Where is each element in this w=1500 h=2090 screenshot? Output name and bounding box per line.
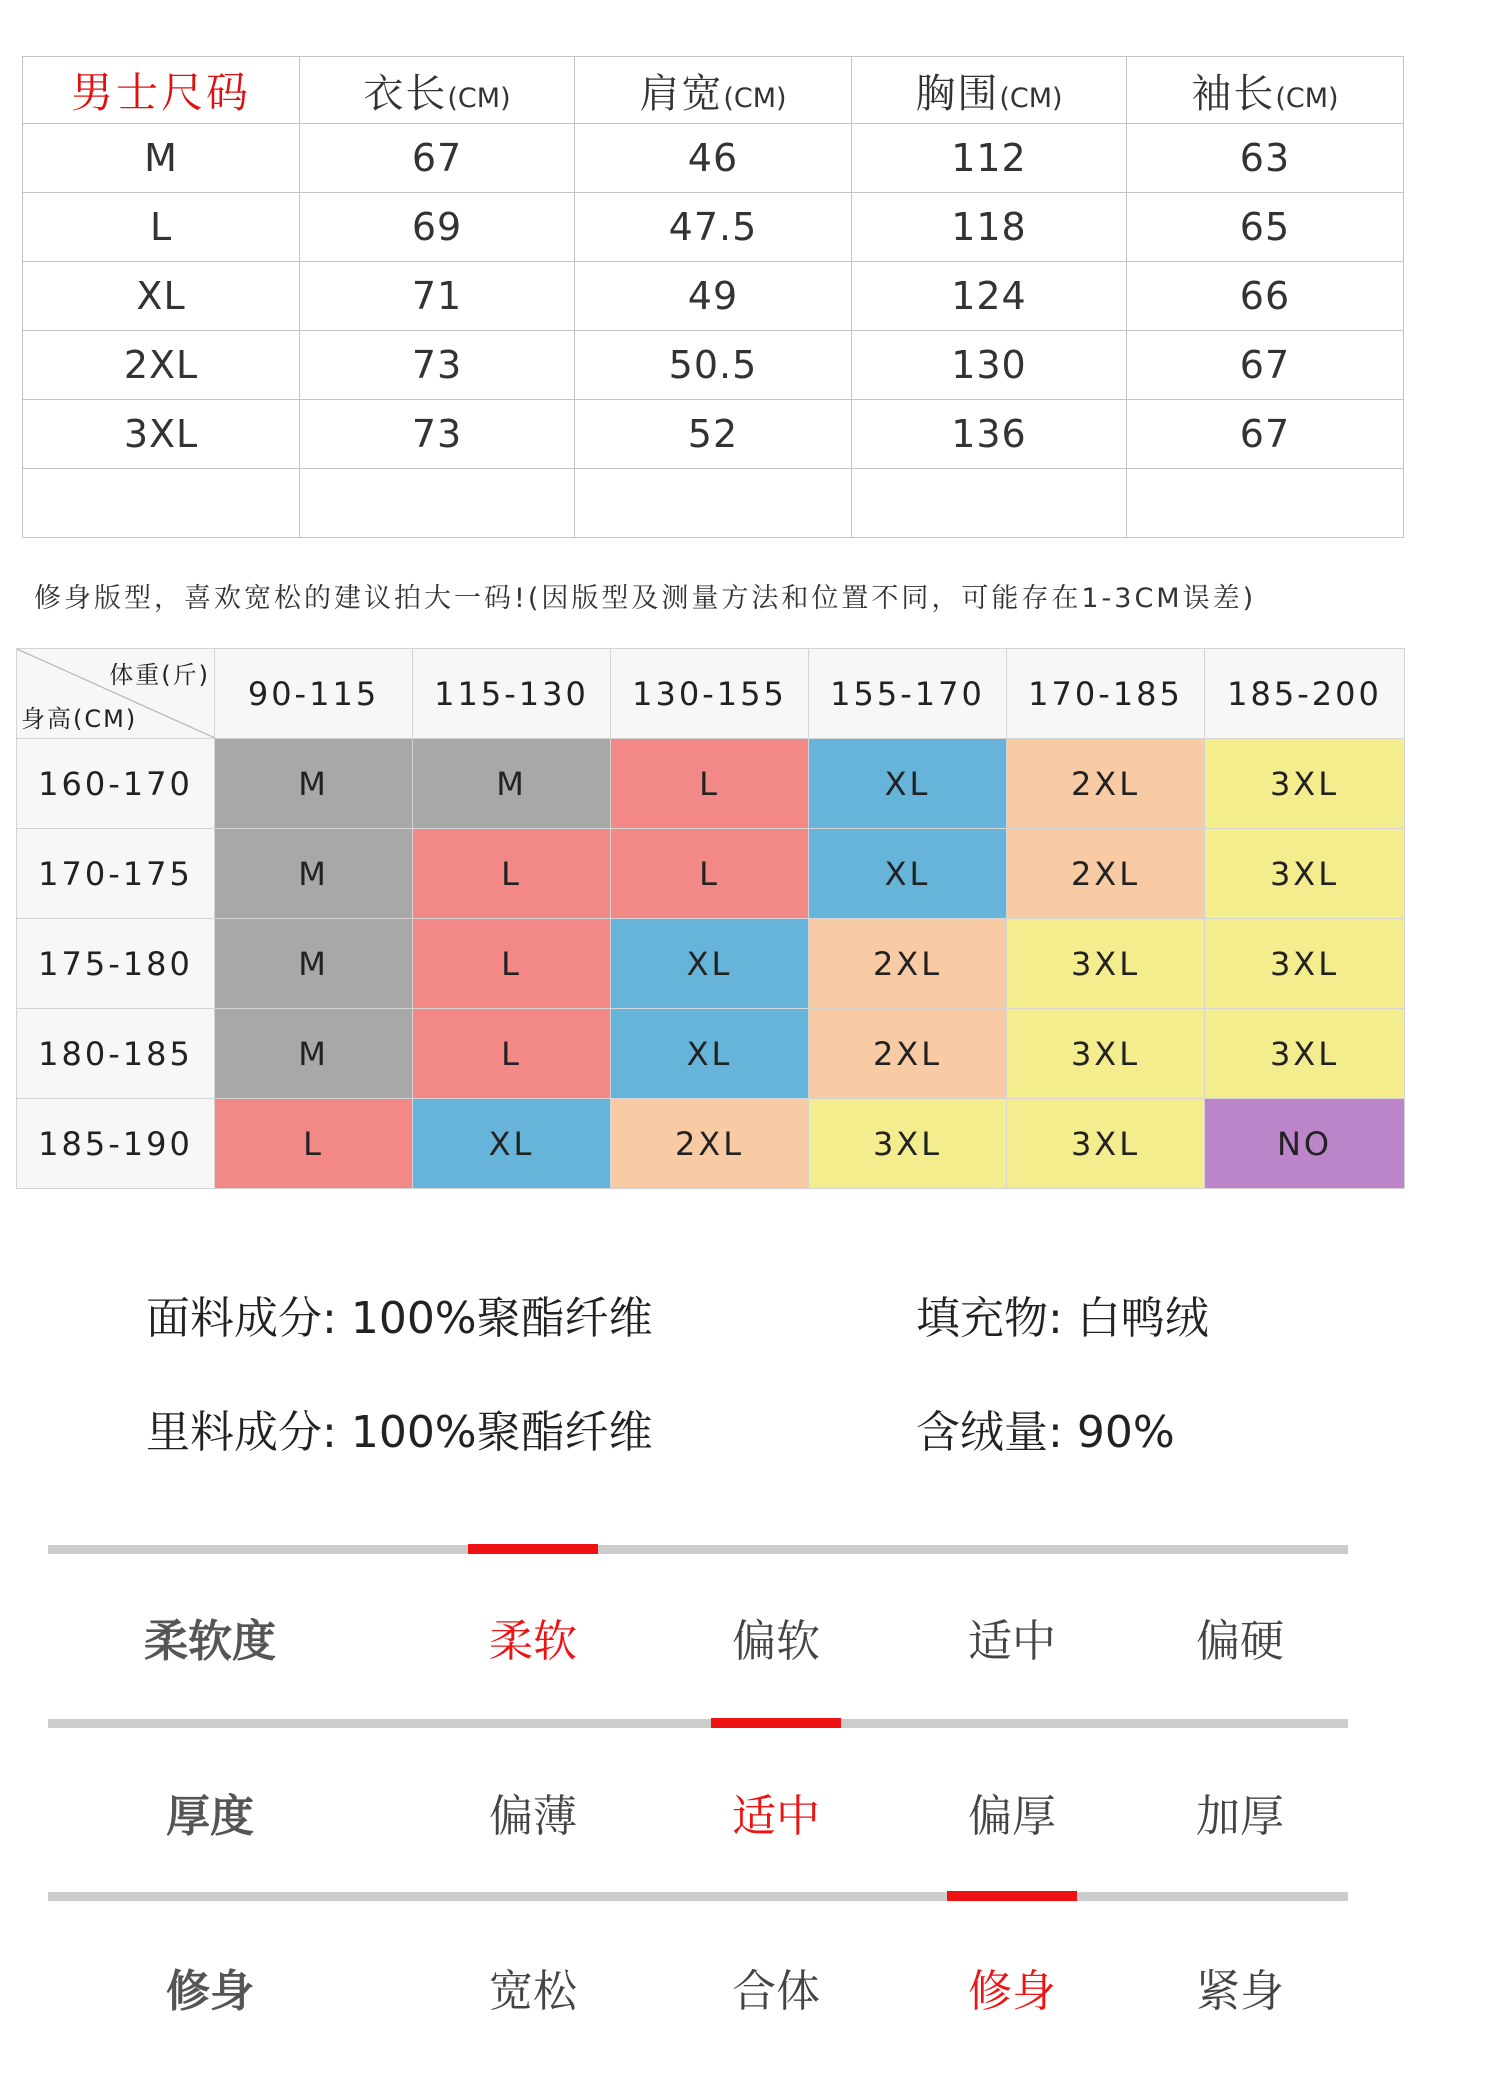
size-row [23,193,1404,262]
measurement-cell: 136 [852,400,1127,469]
column-header-shoulder [574,57,851,124]
attribute-option: 合体 [732,1966,820,2017]
measurement-cell: 49 [574,262,851,331]
empty-cell [23,469,300,538]
attribute-option: 偏软 [732,1616,820,1667]
weight-range-header: 170-185 [1007,649,1205,739]
height-range-header: 180-185 [17,1009,215,1099]
recommended-size-cell: 3XL [1205,919,1405,1009]
attribute-option: 加厚 [1196,1791,1284,1842]
weight-range-header: 90-115 [215,649,413,739]
selected-indicator [947,1891,1077,1901]
recommended-size-cell: XL [611,919,809,1009]
attribute-option: 偏薄 [489,1791,577,1842]
selected-indicator [711,1718,841,1728]
weight-range-header: 185-200 [1205,649,1405,739]
recommended-size-cell: M [215,919,413,1009]
weight-range-header: 130-155 [611,649,809,739]
weight-range-header: 115-130 [413,649,611,739]
recommended-size-cell: XL [413,1099,611,1189]
empty-cell [1126,469,1403,538]
attribute-option: 适中 [968,1616,1056,1667]
height-range-header: 170-175 [17,829,215,919]
height-row [17,829,1405,919]
attribute-track [48,1892,1348,1901]
recommended-size-cell: 3XL [1007,1009,1205,1099]
column-name: 袖长 [1191,70,1276,117]
size-table-body [23,57,1404,538]
empty-row [23,469,1404,538]
size-label: 2XL [23,331,300,400]
attribute-track [48,1545,1348,1554]
recommended-size-cell: 3XL [1205,829,1405,919]
measurement-cell: 73 [300,400,575,469]
recommended-size-cell: XL [611,1009,809,1099]
attribute-option: 偏厚 [968,1791,1056,1842]
recommended-size-cell: XL [809,739,1007,829]
measurement-cell: 71 [300,262,575,331]
recommended-size-cell: 3XL [1205,1009,1405,1099]
filling-material [916,1282,1209,1346]
fit-note: 修身版型，喜欢宽松的建议拍大一码!(因版型及测量方法和位置不同，可能存在1-3CM误差) [34,583,1257,614]
recommended-size-cell: 2XL [809,919,1007,1009]
weight-range-header: 155-170 [809,649,1007,739]
empty-cell [574,469,851,538]
column-name: 衣长 [363,70,448,117]
measurement-cell: 67 [1126,331,1403,400]
size-recommendation-table [16,648,1405,1189]
height-row [17,739,1405,829]
empty-cell [852,469,1127,538]
recommended-size-cell: 3XL [1205,739,1405,829]
size-label: XL [23,262,300,331]
recommended-size-cell: L [611,739,809,829]
recommended-size-cell: M [215,829,413,919]
filling-label: 填充物: [916,1293,1063,1344]
recommendation-table-body [17,649,1405,1189]
measurement-cell: 66 [1126,262,1403,331]
measurement-cell: 47.5 [574,193,851,262]
column-header-sleeve [1126,57,1403,124]
size-table-title: 男士尺码 [23,57,300,124]
attribute-option: 偏硬 [1196,1616,1284,1667]
column-name: 肩宽 [639,70,724,117]
corner-cell [17,649,215,739]
recommended-size-cell: 3XL [1007,1099,1205,1189]
recommended-size-cell: 2XL [611,1099,809,1189]
measurement-cell: 50.5 [574,331,851,400]
measurement-cell: 67 [1126,400,1403,469]
size-row [23,124,1404,193]
size-row [23,262,1404,331]
measurement-cell: 124 [852,262,1127,331]
measurement-cell: 130 [852,331,1127,400]
column-header-length [300,57,575,124]
measurement-cell: 65 [1126,193,1403,262]
size-measurement-table [22,56,1404,538]
recommended-size-cell: L [413,919,611,1009]
recommended-size-cell: L [413,1009,611,1099]
recommended-size-cell: 2XL [1007,829,1205,919]
down-content [916,1396,1175,1460]
measurement-cell: 52 [574,400,851,469]
column-unit: (CM) [723,82,787,114]
attribute-option-selected: 柔软 [489,1616,577,1667]
recommended-size-cell: L [215,1099,413,1189]
attribute-option: 紧身 [1196,1966,1284,2017]
column-unit: (CM) [999,82,1063,114]
recommendation-header-row [17,649,1405,739]
corner-weight-label: 体重(斤) [109,661,210,689]
recommended-size-cell: 3XL [1007,919,1205,1009]
recommended-size-cell: M [215,1009,413,1099]
height-row [17,1099,1405,1189]
size-row [23,400,1404,469]
column-name: 胸围 [915,70,1000,117]
column-header-chest [852,57,1127,124]
recommended-size-cell: 2XL [1007,739,1205,829]
recommended-size-cell: M [215,739,413,829]
down-label: 含绒量: [916,1407,1063,1458]
fabric-composition [146,1282,653,1346]
height-row [17,919,1405,1009]
height-range-header: 175-180 [17,919,215,1009]
down-value: 90% [1076,1407,1175,1458]
attribute-name: 柔软度 [144,1616,276,1667]
recommended-size-cell: NO [1205,1099,1405,1189]
size-label: M [23,124,300,193]
filling-value: 白鸭绒 [1076,1293,1209,1344]
lining-label: 里料成分: [146,1407,337,1458]
attribute-name: 修身 [166,1966,254,2017]
attribute-track [48,1719,1348,1728]
selected-indicator [468,1544,598,1554]
size-row [23,331,1404,400]
measurement-cell: 118 [852,193,1127,262]
lining-composition [146,1396,653,1460]
attribute-name: 厚度 [166,1791,254,1842]
size-label: 3XL [23,400,300,469]
height-row [17,1009,1405,1099]
measurement-cell: 46 [574,124,851,193]
measurement-cell: 73 [300,331,575,400]
empty-cell [300,469,575,538]
measurement-cell: 69 [300,193,575,262]
height-range-header: 185-190 [17,1099,215,1189]
column-unit: (CM) [1275,82,1339,114]
column-unit: (CM) [447,82,511,114]
recommended-size-cell: M [413,739,611,829]
measurement-cell: 67 [300,124,575,193]
recommended-size-cell: L [611,829,809,919]
height-range-header: 160-170 [17,739,215,829]
recommended-size-cell: 3XL [809,1099,1007,1189]
corner-height-label: 身高(CM) [21,705,138,733]
size-label: L [23,193,300,262]
recommended-size-cell: L [413,829,611,919]
attribute-option-selected: 适中 [732,1791,820,1842]
lining-value: 100%聚酯纤维 [350,1407,653,1458]
recommended-size-cell: 2XL [809,1009,1007,1099]
measurement-cell: 63 [1126,124,1403,193]
attribute-option-selected: 修身 [968,1966,1056,2017]
fabric-label: 面料成分: [146,1293,337,1344]
attribute-option: 宽松 [489,1966,577,2017]
size-table-header-row [23,57,1404,124]
recommended-size-cell: XL [809,829,1007,919]
fabric-value: 100%聚酯纤维 [350,1293,653,1344]
measurement-cell: 112 [852,124,1127,193]
